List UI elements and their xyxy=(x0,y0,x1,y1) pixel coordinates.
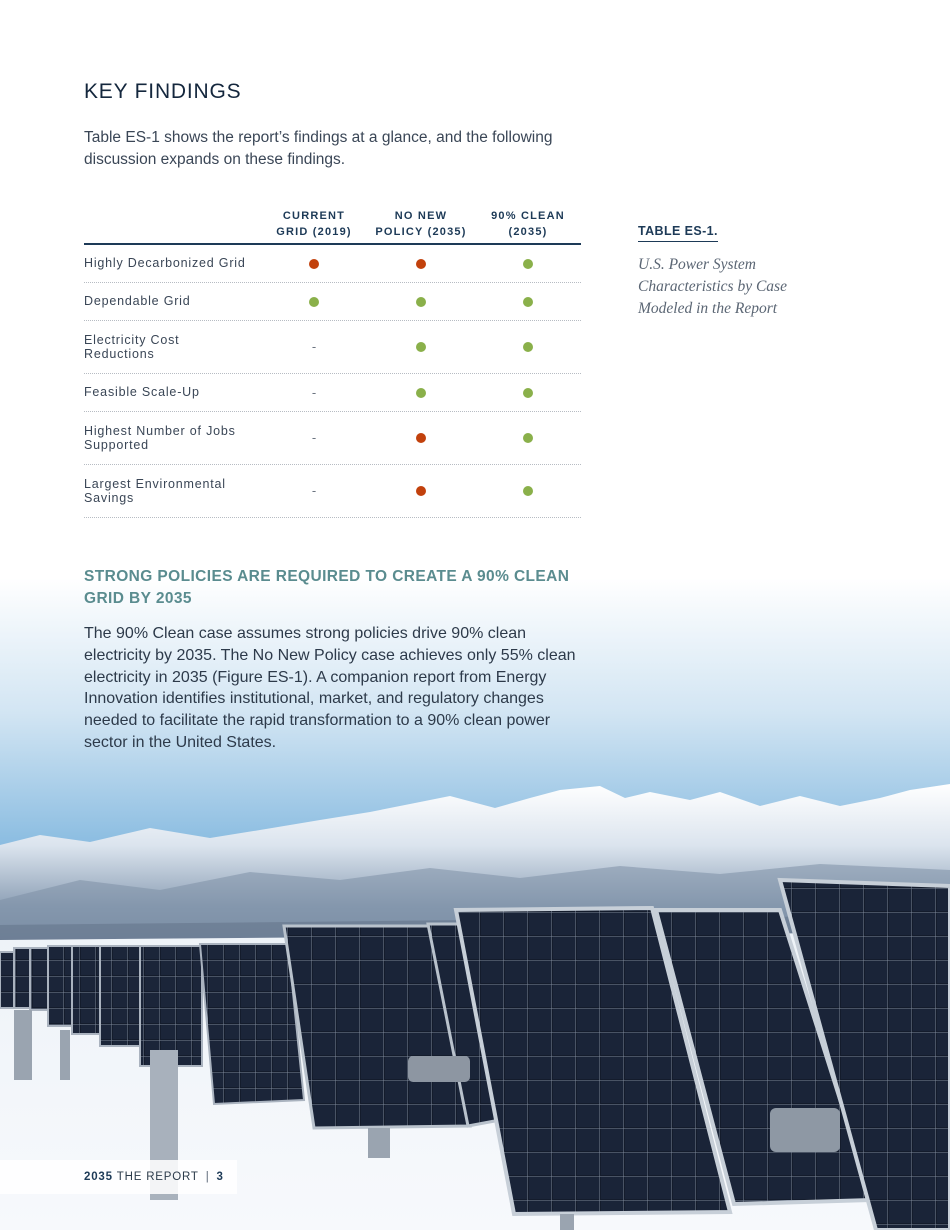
column-header-line: NO NEW xyxy=(394,210,448,222)
row-label: Highly Decarbonized Grid xyxy=(84,256,246,271)
status-dot-red xyxy=(416,433,426,443)
table-cell xyxy=(367,388,475,398)
status-dot-green xyxy=(416,388,426,398)
table-cell xyxy=(475,297,581,307)
table-cell xyxy=(261,483,367,498)
table-row xyxy=(84,245,581,283)
column-header-line: GRID (2019) xyxy=(276,226,352,238)
status-dot-green xyxy=(309,297,319,307)
status-dot-green xyxy=(523,433,533,443)
status-dot-red xyxy=(416,486,426,496)
table-cell xyxy=(475,342,581,352)
footer-brand: 2035 xyxy=(84,1171,113,1183)
column-header-90-clean xyxy=(475,208,581,243)
row-label: Dependable Grid xyxy=(84,294,191,309)
page-number: 3 xyxy=(216,1171,224,1183)
table-cell xyxy=(475,486,581,496)
table-row xyxy=(84,283,581,321)
column-header-no-new-policy xyxy=(367,208,475,243)
status-dot-green xyxy=(416,297,426,307)
column-header-line: CURRENT xyxy=(282,210,346,222)
table-row xyxy=(84,465,581,518)
status-dash: - xyxy=(311,384,317,400)
status-dash: - xyxy=(311,483,317,498)
row-label: Largest Environmental Savings xyxy=(84,476,226,505)
table-row xyxy=(84,374,581,412)
status-dash: - xyxy=(311,339,317,354)
footer-separator: | xyxy=(205,1171,210,1183)
column-header-line: 90% CLEAN xyxy=(491,210,565,222)
status-dot-green xyxy=(416,342,426,352)
status-dash: - xyxy=(311,430,317,445)
table-caption-label: TABLE ES-1. xyxy=(638,224,718,242)
table-cell xyxy=(261,259,367,269)
status-dot-green xyxy=(523,259,533,269)
table-cell xyxy=(367,486,475,496)
row-label: Highest Number of Jobs Supported xyxy=(84,423,236,452)
findings-table xyxy=(84,208,581,518)
column-header-line: POLICY (2035) xyxy=(375,226,467,238)
status-dot-red xyxy=(416,259,426,269)
footer-title: THE REPORT xyxy=(116,1171,199,1183)
column-header-current-grid xyxy=(261,208,367,243)
table-header xyxy=(84,208,581,245)
table-cell xyxy=(261,430,367,445)
table-cell xyxy=(475,388,581,398)
table-cell xyxy=(261,384,367,400)
table-cell xyxy=(367,259,475,269)
page-title: KEY FINDINGS xyxy=(84,80,242,103)
table-caption-text: U.S. Power System Characteristics by Case Modeled in the Report xyxy=(638,256,787,317)
table-cell xyxy=(367,297,475,307)
status-dot-green xyxy=(523,388,533,398)
row-label: Electricity Cost Reductions xyxy=(84,332,180,361)
table-cell xyxy=(475,259,581,269)
section-body: The 90% Clean case assumes strong policies drive 90% clean electricity by 2035. The No New Policy case achieves only 55% clean electricity in 2035 (Figure ES-1). A companion report from Energy Innovation identifies institutional, market, and regulatory changes needed to facilitate the rapid transformation to a 90% clean power sector in the United States. xyxy=(84,625,576,751)
page-footer xyxy=(0,1160,237,1194)
table-cell xyxy=(475,433,581,443)
table-cell xyxy=(367,342,475,352)
row-label: Feasible Scale-Up xyxy=(84,385,200,400)
table-row xyxy=(84,412,581,465)
table-cell xyxy=(367,433,475,443)
status-dot-green xyxy=(523,297,533,307)
table-cell xyxy=(261,297,367,307)
table-cell xyxy=(261,339,367,354)
status-dot-green xyxy=(523,486,533,496)
section-subheading: STRONG POLICIES ARE REQUIRED TO CREATE A 90% CLEAN GRID BY 2035 xyxy=(84,568,570,607)
status-dot-red xyxy=(309,259,319,269)
column-header-line: (2035) xyxy=(508,226,548,238)
table-row xyxy=(84,321,581,374)
intro-paragraph: Table ES-1 shows the report’s findings at a glance, and the following discussion expands on these findings. xyxy=(84,129,553,168)
status-dot-green xyxy=(523,342,533,352)
